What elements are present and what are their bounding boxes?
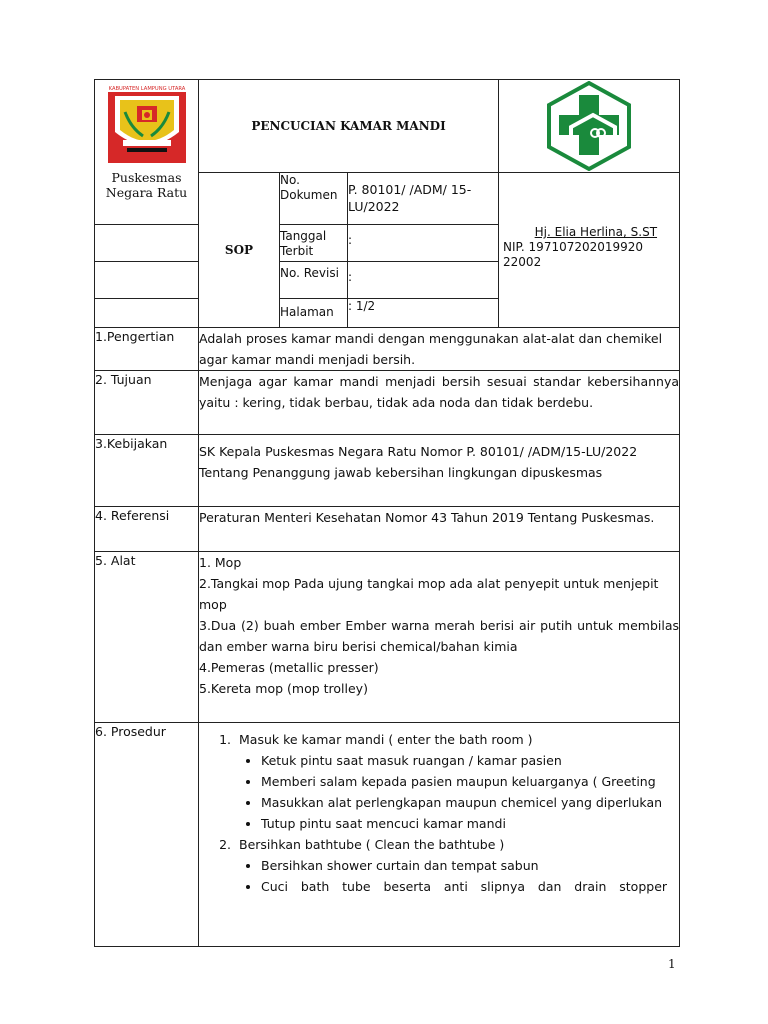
prosedur-bullet: • Memberi salam kepada pasien maupun keluarganya ( Greeting (261, 771, 667, 792)
prosedur-step-text: Masuk ke kamar mandi ( enter the bath room ) (239, 732, 533, 747)
halaman-value: : 1/2 (348, 299, 499, 328)
prosedur-step-text: Bersihkan bathtube ( Clean the bathtube ) (239, 837, 505, 852)
org-cell (95, 80, 199, 225)
revisi-label: No. Revisi (280, 262, 348, 299)
alat-item: 4.Pemeras (metallic presser) (199, 660, 379, 675)
sop-label: SOP (199, 173, 280, 328)
pengertian-text: Adalah proses kamar mandi dengan menggunakan alat-alat dan chemikel agar kamar mandi menjadi bersih. (199, 328, 680, 371)
alat-item: 2.Tangkai mop Pada ujung tangkai mop ada alat penyepit untuk menjepit mop (199, 576, 659, 612)
tujuan-label: 2. Tujuan (95, 371, 199, 435)
prosedur-bullet: • Cuci bath tube beserta anti slipnya dan drain stopper (261, 876, 667, 897)
sop-table (94, 79, 680, 947)
no-dokumen-value: P. 80101/ /ADM/ 15-LU/2022 (348, 173, 499, 225)
no-dokumen-label: No. Dokumen (280, 173, 348, 225)
lampung-utara-logo (107, 82, 187, 164)
prosedur-label: 6. Prosedur (95, 723, 199, 947)
prosedur-bullet: • Masukkan alat perlengkapan maupun chemicel yang diperlukan (261, 792, 667, 813)
signer-nip: NIP. 197107202019920 22002 (503, 240, 644, 269)
alat-item: 5.Kereta mop (mop trolley) (199, 681, 368, 696)
tujuan-text: Menjaga agar kamar mandi menjadi bersih sesuai standar kebersihannya yaitu : kering, tidak berbau, tidak ada noda dan tidak berdebu. (199, 371, 680, 435)
page-number: 1 (668, 957, 676, 971)
prosedur-bullet: • Bersihkan shower curtain dan tempat sabun (261, 855, 667, 876)
org-line1: Puskesmas (111, 170, 182, 185)
kebijakan-text: SK Kepala Puskesmas Negara Ratu Nomor P. 80101/ /ADM/15-LU/2022 Tentang Penanggung jawab kebersihan lingkungan dipuskesmas (199, 435, 680, 507)
revisi-value: : (348, 262, 499, 299)
org-spacer (95, 225, 199, 262)
referensi-label: 4. Referensi (95, 507, 199, 552)
doc-title: PENCUCIAN KAMAR MANDI (199, 80, 499, 173)
alat-item: 1. Mop (199, 555, 242, 570)
prosedur-step (235, 729, 667, 834)
prosedur-bullet: • Tutup pintu saat mencuci kamar mandi (261, 813, 667, 834)
tanggal-label: Tanggal Terbit (280, 225, 348, 262)
prosedur-content (199, 723, 680, 947)
logo-kab-text: KABUPATEN LAMPUNG UTARA (108, 86, 185, 92)
alat-label: 5. Alat (95, 552, 199, 723)
org-spacer-3 (95, 299, 199, 328)
referensi-text: Peraturan Menteri Kesehatan Nomor 43 Tahun 2019 Tentang Puskesmas. (199, 507, 680, 552)
prosedur-bullet: • Ketuk pintu saat masuk ruangan / kamar pasien (261, 750, 667, 771)
puskesmas-logo (541, 81, 637, 171)
halaman-label: Halaman (280, 299, 348, 328)
signer-name: Hj. Elia Herlina, S.ST (534, 225, 658, 239)
org-spacer-2 (95, 262, 199, 299)
signature-cell (499, 173, 680, 328)
tanggal-value: : (348, 225, 499, 262)
org-line2: Negara Ratu (105, 185, 188, 200)
alat-item: 3.Dua (2) buah ember Ember warna merah berisi air putih untuk membilas dan ember warna biru berisi chemical/bahan kimia (199, 618, 680, 654)
pengertian-label: 1.Pengertian (95, 328, 199, 371)
prosedur-step (235, 834, 667, 897)
kebijakan-label: 3.Kebijakan (95, 435, 199, 507)
alat-list (199, 552, 680, 723)
puskesmas-logo-cell (499, 80, 680, 173)
